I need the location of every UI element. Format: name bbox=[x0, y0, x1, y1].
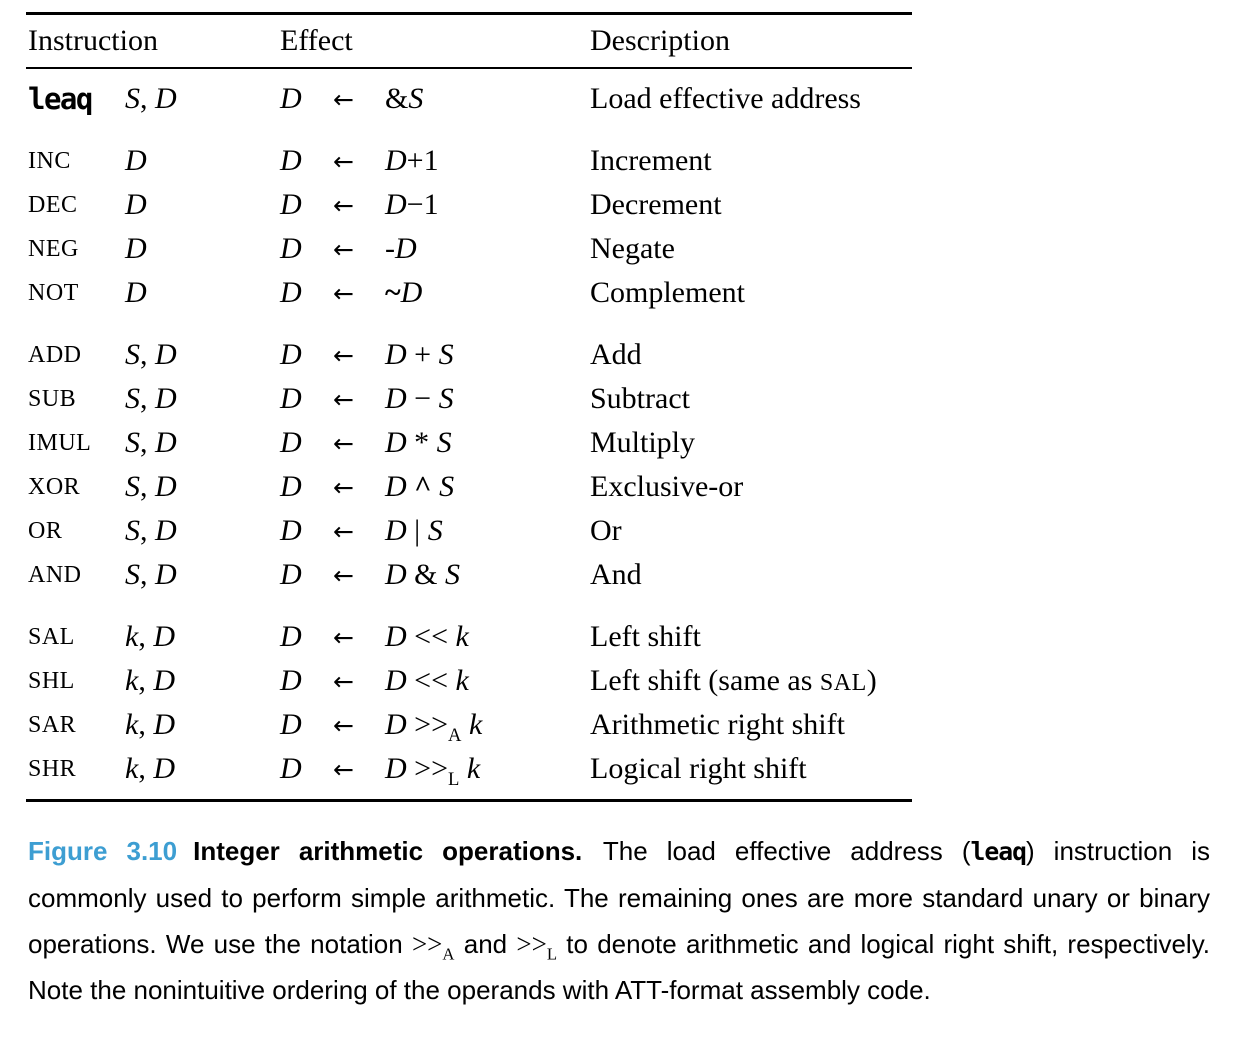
left-arrow-icon: ← bbox=[333, 234, 354, 264]
instruction-operands: D bbox=[125, 232, 147, 265]
instruction-mnemonic: ADD bbox=[28, 341, 82, 368]
instruction-description: Left shift (same as SAL) bbox=[590, 664, 877, 697]
effect-cell bbox=[280, 514, 590, 548]
left-arrow-icon: ← bbox=[333, 560, 354, 590]
instruction-mnemonic: INC bbox=[28, 147, 71, 174]
instruction-description: And bbox=[590, 558, 642, 591]
instruction-mnemonic: SAL bbox=[28, 623, 75, 650]
effect-destination: D bbox=[280, 276, 302, 309]
table-row bbox=[26, 183, 912, 227]
left-arrow-icon: ← bbox=[333, 516, 354, 546]
table-row bbox=[26, 747, 912, 791]
table-row bbox=[26, 465, 912, 509]
table-row bbox=[26, 77, 912, 121]
effect-expression: D − S bbox=[385, 382, 454, 415]
table-row bbox=[26, 553, 912, 597]
column-header-effect: Effect bbox=[280, 23, 353, 57]
instruction-description: Subtract bbox=[590, 382, 690, 415]
effect-cell bbox=[280, 188, 590, 222]
effect-cell bbox=[280, 82, 590, 116]
table-row bbox=[26, 509, 912, 553]
instruction-description: Exclusive-or bbox=[590, 470, 744, 503]
instruction-operands: D bbox=[125, 276, 147, 309]
effect-expression: D & S bbox=[385, 558, 461, 591]
instruction-group bbox=[26, 139, 912, 315]
instruction-mnemonic: DEC bbox=[28, 191, 78, 218]
effect-cell bbox=[280, 426, 590, 460]
instruction-description: Left shift bbox=[590, 620, 701, 653]
left-arrow-icon: ← bbox=[333, 278, 354, 308]
effect-destination: D bbox=[280, 752, 302, 785]
figure-title: Integer arithmetic operations. bbox=[193, 835, 583, 866]
instruction-operands: S, D bbox=[125, 558, 177, 591]
instruction-mnemonic: SUB bbox=[28, 385, 77, 412]
effect-expression: D + S bbox=[385, 338, 454, 371]
table-row bbox=[26, 333, 912, 377]
effect-cell bbox=[280, 708, 590, 746]
effect-expression: ~D bbox=[385, 276, 423, 309]
effect-cell bbox=[280, 276, 590, 310]
instruction-mnemonic: OR bbox=[28, 517, 63, 544]
instruction-mnemonic: leaq bbox=[28, 82, 92, 116]
instruction-operands: S, D bbox=[125, 382, 177, 415]
instruction-operands: k, D bbox=[125, 752, 175, 785]
effect-destination: D bbox=[280, 620, 302, 653]
caption-text: to denote arithmetic and logical right shift, respectively. Note the nonintuitive ordering of the operands with ATT-format assembly code. bbox=[28, 928, 1210, 1005]
left-arrow-icon: ← bbox=[333, 428, 354, 458]
instruction-operands: S, D bbox=[125, 338, 177, 371]
effect-expression: &S bbox=[385, 82, 424, 115]
instruction-description: Complement bbox=[590, 276, 745, 309]
effect-cell bbox=[280, 382, 590, 416]
left-arrow-icon: ← bbox=[333, 710, 354, 740]
table-header-rule bbox=[26, 67, 912, 70]
instruction-description: Negate bbox=[590, 232, 675, 265]
instruction-group bbox=[26, 333, 912, 597]
left-arrow-icon: ← bbox=[333, 622, 354, 652]
effect-cell bbox=[280, 144, 590, 178]
effect-expression: -D bbox=[385, 232, 417, 265]
effect-destination: D bbox=[280, 82, 302, 115]
effect-expression: $D >>_L$ k bbox=[385, 752, 481, 790]
effect-destination: D bbox=[280, 664, 302, 697]
instruction-mnemonic: AND bbox=[28, 561, 82, 588]
left-arrow-icon: ← bbox=[333, 754, 354, 784]
instruction-operands: S, D bbox=[125, 82, 177, 115]
instruction-mnemonic: SAR bbox=[28, 711, 77, 738]
table-row bbox=[26, 421, 912, 465]
table-row bbox=[26, 615, 912, 659]
effect-destination: D bbox=[280, 558, 302, 591]
instruction-description: Arithmetic right shift bbox=[590, 708, 845, 741]
effect-destination: D bbox=[280, 470, 302, 503]
table-row bbox=[26, 139, 912, 183]
table-row bbox=[26, 377, 912, 421]
instruction-mnemonic: XOR bbox=[28, 473, 81, 500]
left-arrow-icon: ← bbox=[333, 340, 354, 370]
caption-text: The load effective address ( bbox=[602, 835, 971, 866]
table-row bbox=[26, 271, 912, 315]
figure-caption bbox=[28, 828, 1210, 1013]
caption-text: and bbox=[454, 928, 517, 959]
instruction-operands: S, D bbox=[125, 514, 177, 547]
effect-expression: D−1 bbox=[385, 188, 439, 221]
column-header-description: Description bbox=[590, 23, 730, 57]
column-header-instruction: Instruction bbox=[28, 23, 158, 57]
effect-expression: $D >>_A$ k bbox=[385, 708, 483, 746]
effect-destination: D bbox=[280, 232, 302, 265]
figure-number-label: Figure 3.10 bbox=[28, 835, 178, 866]
table-row bbox=[26, 659, 912, 703]
table-row bbox=[26, 703, 912, 747]
effect-destination: D bbox=[280, 382, 302, 415]
caption-text: ) instruction is commonly used to perform simple arithmetic. The remaining ones are more standard unary or binary operations. We use the notation bbox=[28, 835, 1210, 959]
effect-destination: D bbox=[280, 338, 302, 371]
effect-cell bbox=[280, 620, 590, 654]
instruction-operands: k, D bbox=[125, 620, 175, 653]
instruction-mnemonic: NOT bbox=[28, 279, 79, 306]
instruction-description: Decrement bbox=[590, 188, 722, 221]
instruction-table bbox=[26, 12, 912, 802]
table-header-row bbox=[26, 15, 912, 67]
effect-destination: D bbox=[280, 426, 302, 459]
effect-expression: D+1 bbox=[385, 144, 439, 177]
left-arrow-icon: ← bbox=[333, 84, 354, 114]
instruction-group bbox=[26, 77, 912, 121]
instruction-mnemonic: SHR bbox=[28, 755, 77, 782]
left-arrow-icon: ← bbox=[333, 384, 354, 414]
instruction-description: Or bbox=[590, 514, 622, 547]
instruction-description: Logical right shift bbox=[590, 752, 807, 785]
effect-cell bbox=[280, 752, 590, 790]
instruction-description: Increment bbox=[590, 144, 712, 177]
effect-destination: D bbox=[280, 144, 302, 177]
effect-cell bbox=[280, 338, 590, 372]
effect-expression: D << k bbox=[385, 620, 469, 653]
instruction-operands: S, D bbox=[125, 426, 177, 459]
effect-destination: D bbox=[280, 188, 302, 221]
effect-expression: D ^ S bbox=[385, 470, 455, 503]
effect-expression: D | S bbox=[385, 514, 443, 547]
instruction-description: Add bbox=[590, 338, 642, 371]
caption-code-leaq: leaq bbox=[970, 836, 1026, 866]
left-arrow-icon: ← bbox=[333, 146, 354, 176]
effect-cell bbox=[280, 664, 590, 698]
table-bottom-rule bbox=[26, 799, 912, 802]
left-arrow-icon: ← bbox=[333, 666, 354, 696]
instruction-operands: k, D bbox=[125, 708, 175, 741]
instruction-operands: D bbox=[125, 188, 147, 221]
effect-cell bbox=[280, 558, 590, 592]
caption-math-logical-shift: $>>_L$ bbox=[516, 928, 558, 963]
table-row bbox=[26, 227, 912, 271]
instruction-group bbox=[26, 615, 912, 791]
effect-cell bbox=[280, 470, 590, 504]
instruction-mnemonic: NEG bbox=[28, 235, 79, 262]
caption-math-arithmetic-shift: $>>_A$ bbox=[411, 928, 455, 963]
instruction-operands: S, D bbox=[125, 470, 177, 503]
instruction-mnemonic: IMUL bbox=[28, 429, 92, 456]
effect-destination: D bbox=[280, 514, 302, 547]
instruction-operands: k, D bbox=[125, 664, 175, 697]
effect-expression: D << k bbox=[385, 664, 469, 697]
effect-cell bbox=[280, 232, 590, 266]
effect-destination: D bbox=[280, 708, 302, 741]
left-arrow-icon: ← bbox=[333, 472, 354, 502]
instruction-operands: D bbox=[125, 144, 147, 177]
instruction-description: Load effective address bbox=[590, 82, 861, 115]
effect-expression: D * S bbox=[385, 426, 452, 459]
instruction-description: Multiply bbox=[590, 426, 696, 459]
instruction-mnemonic: SHL bbox=[28, 667, 75, 694]
table-body bbox=[26, 77, 912, 799]
left-arrow-icon: ← bbox=[333, 190, 354, 220]
